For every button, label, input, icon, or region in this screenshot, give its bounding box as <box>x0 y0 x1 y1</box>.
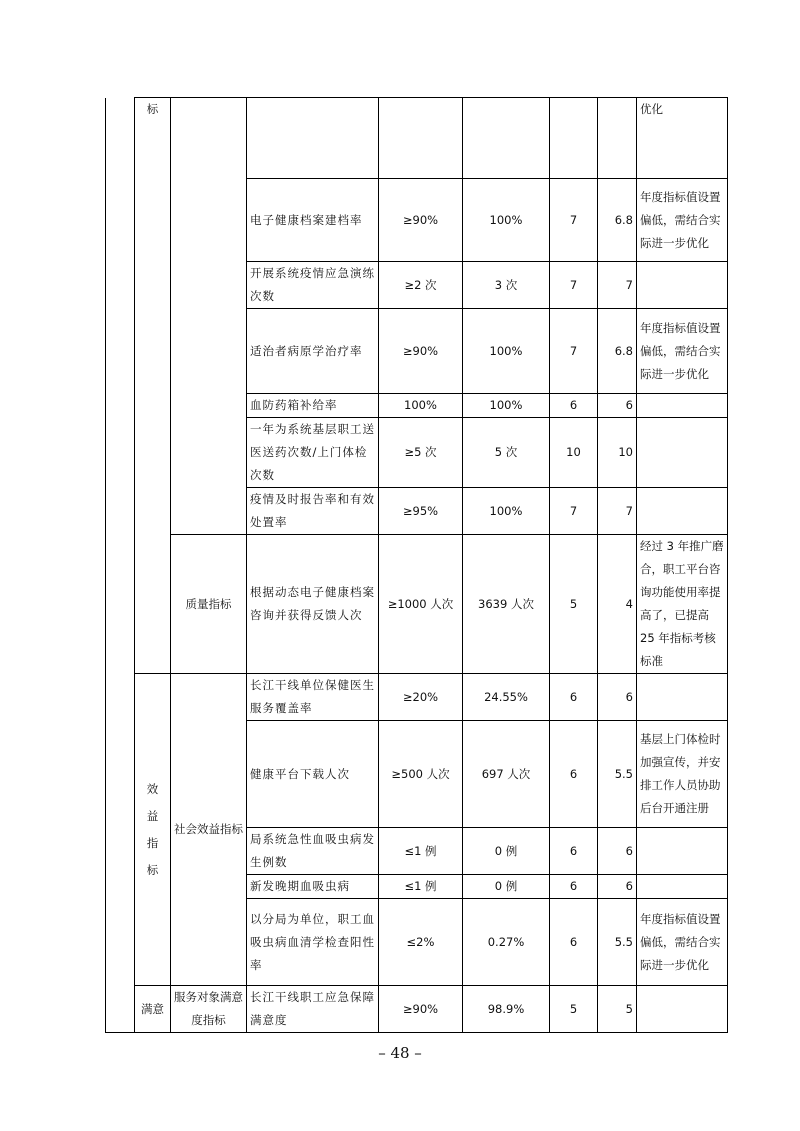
deviation-note: 基层上门体检时加强宣传，并安排工作人员协助后台开通注册 <box>637 721 728 828</box>
indicator-name: 电子健康档案建档率 <box>247 179 379 262</box>
actual-value: 24.55% <box>463 674 550 721</box>
indicator-name: 新发晚期血吸虫病 <box>247 875 379 899</box>
target-value: ≥500 人次 <box>379 721 463 828</box>
actual-value: 3639 人次 <box>463 535 550 674</box>
level3-social-benefit-cell <box>171 674 247 986</box>
actual-value <box>463 98 550 179</box>
deviation-note: 经过 3 年推广磨合，职工平台咨询功能使用率提高了，已提高 25 年指标考核标准 <box>637 535 728 674</box>
actual-value: 3 次 <box>463 262 550 309</box>
score-value <box>598 98 637 179</box>
level2-output-cell <box>135 98 171 674</box>
table-row <box>106 986 728 1033</box>
indicator-name: 健康平台下载人次 <box>247 721 379 828</box>
indicator-name: 适治者病原学治疗率 <box>247 309 379 394</box>
target-value: ≥90% <box>379 309 463 394</box>
score-value: 6 <box>598 394 637 418</box>
score-value: 5.5 <box>598 721 637 828</box>
deviation-note <box>637 674 728 721</box>
score-value: 5.5 <box>598 899 637 986</box>
actual-value: 98.9% <box>463 986 550 1033</box>
weight-value: 6 <box>550 875 598 899</box>
deviation-note <box>637 986 728 1033</box>
score-value: 5 <box>598 986 637 1033</box>
deviation-note: 优化 <box>637 98 728 179</box>
level2-label: 标 <box>146 102 159 116</box>
actual-value: 0 例 <box>463 828 550 875</box>
deviation-note <box>637 488 728 535</box>
deviation-note <box>637 394 728 418</box>
actual-value: 697 人次 <box>463 721 550 828</box>
actual-value: 100% <box>463 179 550 262</box>
target-value: ≥95% <box>379 488 463 535</box>
weight-value: 5 <box>550 535 598 674</box>
weight-value: 6 <box>550 394 598 418</box>
target-value: ≤1 例 <box>379 828 463 875</box>
indicator-name: 一年为系统基层职工送医送药次数/上门体检次数 <box>247 418 379 488</box>
target-value: ≥2 次 <box>379 262 463 309</box>
level2-satisfaction-label: 满意 <box>135 986 171 1033</box>
indicator-name: 以分局为单位，职工血吸虫病血清学检查阳性率 <box>247 899 379 986</box>
table-row <box>106 98 728 179</box>
weight-value: 6 <box>550 828 598 875</box>
target-value: ≤1 例 <box>379 875 463 899</box>
level3-quantity-cell <box>171 98 247 535</box>
actual-value: 100% <box>463 394 550 418</box>
weight-value: 7 <box>550 262 598 309</box>
indicator-name: 长江干线职工应急保障满意度 <box>247 986 379 1033</box>
actual-value: 0.27% <box>463 899 550 986</box>
actual-value: 0 例 <box>463 875 550 899</box>
deviation-note: 年度指标值设置偏低，需结合实际进一步优化 <box>637 179 728 262</box>
weight-value: 6 <box>550 899 598 986</box>
indicator-name: 血防药箱补给率 <box>247 394 379 418</box>
target-value: ≥20% <box>379 674 463 721</box>
deviation-note <box>637 418 728 488</box>
score-value: 6.8 <box>598 179 637 262</box>
weight-value: 7 <box>550 309 598 394</box>
target-value: 100% <box>379 394 463 418</box>
score-value: 7 <box>598 262 637 309</box>
score-value: 10 <box>598 418 637 488</box>
score-value: 4 <box>598 535 637 674</box>
deviation-note: 年度指标值设置偏低，需结合实际进一步优化 <box>637 309 728 394</box>
indicator-name: 疫情及时报告率和有效处置率 <box>247 488 379 535</box>
target-value: ≥90% <box>379 986 463 1033</box>
table-row <box>106 535 728 674</box>
score-value: 6 <box>598 875 637 899</box>
weight-value: 7 <box>550 179 598 262</box>
target-value <box>379 98 463 179</box>
level3-social-benefit-label: 社会效益指标 <box>174 822 243 836</box>
score-value: 7 <box>598 488 637 535</box>
page-number: – 48 – <box>378 1044 422 1062</box>
actual-value: 100% <box>463 488 550 535</box>
deviation-note <box>637 875 728 899</box>
target-value: ≤2% <box>379 899 463 986</box>
indicator-name: 开展系统疫情应急演练次数 <box>247 262 379 309</box>
level2-benefit-cell <box>135 674 171 986</box>
score-value: 6.8 <box>598 309 637 394</box>
weight-value: 6 <box>550 721 598 828</box>
weight-value: 10 <box>550 418 598 488</box>
level3-service-satisfaction-label: 服务对象满意度指标 <box>171 986 247 1033</box>
deviation-note <box>637 262 728 309</box>
performance-table <box>105 97 728 1033</box>
indicator-name <box>247 98 379 179</box>
level2-benefit-label: 效益指标 <box>146 781 159 877</box>
weight-value: 6 <box>550 674 598 721</box>
indicator-name: 局系统急性血吸虫病发生例数 <box>247 828 379 875</box>
weight-value: 7 <box>550 488 598 535</box>
deviation-note <box>637 828 728 875</box>
actual-value: 5 次 <box>463 418 550 488</box>
deviation-note: 年度指标值设置偏低，需结合实际进一步优化 <box>637 899 728 986</box>
target-value: ≥5 次 <box>379 418 463 488</box>
target-value: ≥1000 人次 <box>379 535 463 674</box>
weight-value: 5 <box>550 986 598 1033</box>
level3-quality-label: 质量指标 <box>171 535 247 674</box>
actual-value: 100% <box>463 309 550 394</box>
indicator-name: 长江干线单位保健医生服务覆盖率 <box>247 674 379 721</box>
target-value: ≥90% <box>379 179 463 262</box>
score-value: 6 <box>598 828 637 875</box>
score-value: 6 <box>598 674 637 721</box>
weight-value <box>550 98 598 179</box>
level1-cell <box>106 98 135 1033</box>
table-row <box>106 674 728 721</box>
indicator-name: 根据动态电子健康档案咨询并获得反馈人次 <box>247 535 379 674</box>
